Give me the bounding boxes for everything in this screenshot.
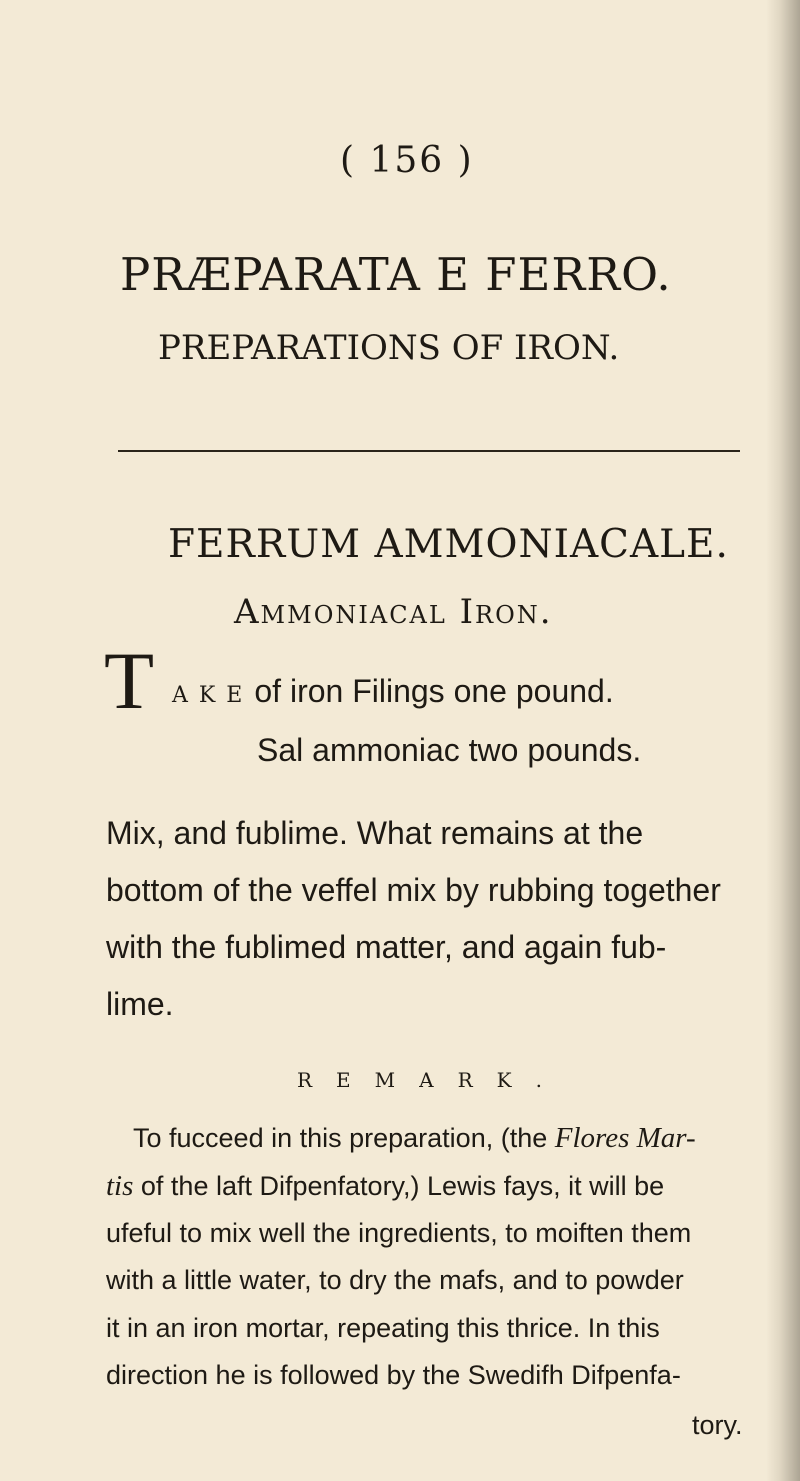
note-line-1: [133, 1122, 696, 1155]
note-line-3: ufeful to mix well the ingredients, to moiften them: [106, 1218, 692, 1248]
page-edge-shadow: [766, 0, 800, 1481]
section-subheading: Ammoniacal Iron.: [234, 592, 553, 632]
recipe-line-2: Sal ammoniac two pounds.: [257, 732, 642, 768]
recipe-line-1-text: of iron Filings one pound.: [254, 673, 614, 709]
note-line-4: with a little water, to dry the mafs, and to powder: [106, 1265, 684, 1295]
note-line-2-text: of the laft Difpenfatory,) Lewis fays, it will be: [133, 1171, 665, 1201]
section-heading: FERRUM AMMONIACALE.: [168, 522, 729, 567]
recipe-line-4: bottom of the veffel mix by rubbing together: [106, 872, 721, 908]
recipe-line-1: [172, 673, 614, 710]
page-number: ( 156 ): [340, 140, 474, 181]
recipe-line-3: Mix, and fublime. What remains at the: [106, 815, 644, 851]
title-english: PREPARATIONS OF IRON.: [158, 328, 620, 368]
divider-rule: [118, 450, 740, 452]
recipe-line-6: lime.: [106, 986, 174, 1022]
note-line-5: it in an iron mortar, repeating this thrice. In this: [106, 1313, 660, 1343]
note-line-1-italic: Flores Mar-: [554, 1122, 696, 1154]
recipe-line-1-caps: A K E: [172, 683, 245, 708]
title-latin: PRÆPARATA E FERRO.: [120, 248, 672, 301]
remark-label: REMARK.: [297, 1068, 566, 1092]
note-line-2: [106, 1170, 664, 1203]
drop-cap: T: [104, 635, 155, 726]
note-line-6: direction he is followed by the Swedifh Difpenfa-: [106, 1360, 681, 1390]
recipe-line-5: with the fublimed matter, and again fub-: [106, 929, 667, 965]
note-line-1-text: To fucceed in this preparation, (the: [133, 1123, 555, 1153]
catchword: tory.: [692, 1410, 743, 1440]
note-line-2-italic: tis: [106, 1170, 134, 1202]
